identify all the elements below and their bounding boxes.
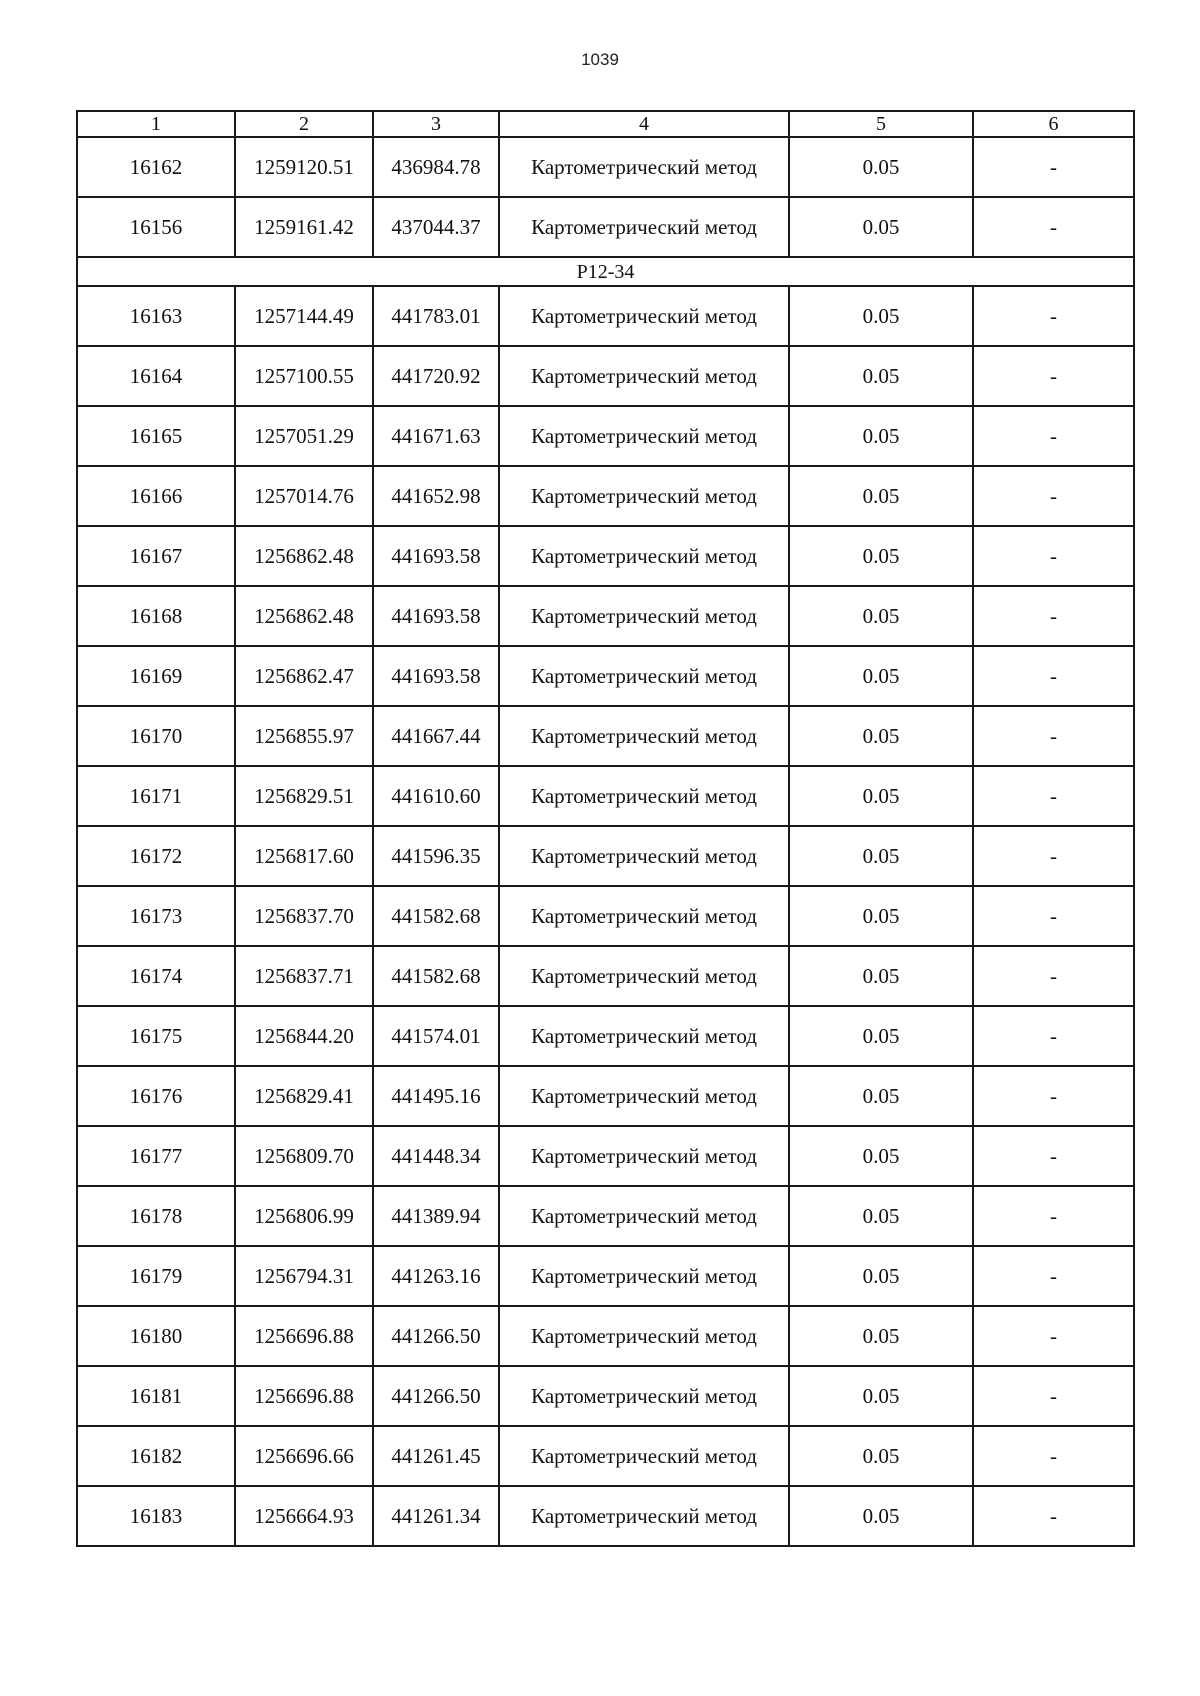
table-cell: 0.05 bbox=[789, 406, 973, 466]
table-cell: Картометрический метод bbox=[499, 1486, 789, 1546]
table-cell: 16168 bbox=[77, 586, 235, 646]
table-cell: Картометрический метод bbox=[499, 886, 789, 946]
table-row bbox=[77, 1486, 1134, 1546]
table-row bbox=[77, 406, 1134, 466]
table-cell: - bbox=[973, 766, 1134, 826]
table-cell: - bbox=[973, 646, 1134, 706]
table-cell: - bbox=[973, 706, 1134, 766]
table-body bbox=[77, 137, 1134, 1546]
table-cell: 0.05 bbox=[789, 766, 973, 826]
table-cell: 16164 bbox=[77, 346, 235, 406]
table-cell: Картометрический метод bbox=[499, 1426, 789, 1486]
table-cell: Картометрический метод bbox=[499, 826, 789, 886]
table-cell: 1256837.71 bbox=[235, 946, 373, 1006]
table-cell: Картометрический метод bbox=[499, 137, 789, 197]
table-cell: Картометрический метод bbox=[499, 946, 789, 1006]
table-cell: - bbox=[973, 1306, 1134, 1366]
table-cell: - bbox=[973, 406, 1134, 466]
table-row bbox=[77, 197, 1134, 257]
table-cell: 1259120.51 bbox=[235, 137, 373, 197]
table-cell: Картометрический метод bbox=[499, 1066, 789, 1126]
table-cell: 441596.35 bbox=[373, 826, 499, 886]
table-row bbox=[77, 1186, 1134, 1246]
table-row bbox=[77, 346, 1134, 406]
table-cell: Картометрический метод bbox=[499, 1366, 789, 1426]
table-cell: 1256696.88 bbox=[235, 1306, 373, 1366]
coordinates-table bbox=[76, 110, 1135, 1547]
table-cell: 16181 bbox=[77, 1366, 235, 1426]
header-cell: 1 bbox=[77, 111, 235, 137]
header-cell: 4 bbox=[499, 111, 789, 137]
table-cell: 16173 bbox=[77, 886, 235, 946]
table-cell: 1256829.41 bbox=[235, 1066, 373, 1126]
table-cell: 0.05 bbox=[789, 1486, 973, 1546]
table-cell: 0.05 bbox=[789, 826, 973, 886]
table-row bbox=[77, 586, 1134, 646]
table-cell: 1256862.48 bbox=[235, 526, 373, 586]
table-cell: 441693.58 bbox=[373, 526, 499, 586]
table-row bbox=[77, 1126, 1134, 1186]
table-cell: 437044.37 bbox=[373, 197, 499, 257]
table-cell: - bbox=[973, 1246, 1134, 1306]
table-cell: 1257051.29 bbox=[235, 406, 373, 466]
table-cell: 0.05 bbox=[789, 886, 973, 946]
table-cell: Картометрический метод bbox=[499, 1246, 789, 1306]
table-cell: 441720.92 bbox=[373, 346, 499, 406]
table-cell: 441261.34 bbox=[373, 1486, 499, 1546]
table-row bbox=[77, 766, 1134, 826]
header-row bbox=[77, 111, 1134, 137]
table-cell: - bbox=[973, 1126, 1134, 1186]
table-cell: 1256844.20 bbox=[235, 1006, 373, 1066]
table-row bbox=[77, 1066, 1134, 1126]
table-cell: 0.05 bbox=[789, 466, 973, 526]
table-cell: 0.05 bbox=[789, 1366, 973, 1426]
table-cell: 1256829.51 bbox=[235, 766, 373, 826]
table-cell: Картометрический метод bbox=[499, 346, 789, 406]
table-cell: Картометрический метод bbox=[499, 526, 789, 586]
table-row bbox=[77, 946, 1134, 1006]
table-cell: 16165 bbox=[77, 406, 235, 466]
table-row bbox=[77, 1006, 1134, 1066]
table-cell: 0.05 bbox=[789, 586, 973, 646]
table-cell: 16177 bbox=[77, 1126, 235, 1186]
table-cell: 16183 bbox=[77, 1486, 235, 1546]
table-cell: 16166 bbox=[77, 466, 235, 526]
table-cell: 1256794.31 bbox=[235, 1246, 373, 1306]
table-cell: 441693.58 bbox=[373, 646, 499, 706]
table-cell: 0.05 bbox=[789, 1246, 973, 1306]
table-cell: 16174 bbox=[77, 946, 235, 1006]
table-cell: 1256696.88 bbox=[235, 1366, 373, 1426]
table-cell: 16170 bbox=[77, 706, 235, 766]
table-cell: - bbox=[973, 826, 1134, 886]
header-cell: 3 bbox=[373, 111, 499, 137]
table-cell: 1259161.42 bbox=[235, 197, 373, 257]
table-cell: 1256817.60 bbox=[235, 826, 373, 886]
table-cell: 441693.58 bbox=[373, 586, 499, 646]
table-cell: Картометрический метод bbox=[499, 1186, 789, 1246]
table-cell: 0.05 bbox=[789, 946, 973, 1006]
table-cell: 441261.45 bbox=[373, 1426, 499, 1486]
table-cell: - bbox=[973, 346, 1134, 406]
table-row bbox=[77, 1306, 1134, 1366]
table-cell: 16176 bbox=[77, 1066, 235, 1126]
table-cell: 16179 bbox=[77, 1246, 235, 1306]
header-cell: 6 bbox=[973, 111, 1134, 137]
table-cell: 436984.78 bbox=[373, 137, 499, 197]
table-cell: 16172 bbox=[77, 826, 235, 886]
table-cell: Картометрический метод bbox=[499, 1306, 789, 1366]
table-cell: 1256862.48 bbox=[235, 586, 373, 646]
table-cell: 441263.16 bbox=[373, 1246, 499, 1306]
table-cell: - bbox=[973, 197, 1134, 257]
table-cell: 441266.50 bbox=[373, 1306, 499, 1366]
section-header-row bbox=[77, 257, 1134, 286]
table-cell: 1257144.49 bbox=[235, 286, 373, 346]
table-row bbox=[77, 526, 1134, 586]
table-cell: 16180 bbox=[77, 1306, 235, 1366]
table-cell: 1256664.93 bbox=[235, 1486, 373, 1546]
table-cell: 1256806.99 bbox=[235, 1186, 373, 1246]
table-cell: 0.05 bbox=[789, 526, 973, 586]
table-cell: 0.05 bbox=[789, 1006, 973, 1066]
table-cell: 1256862.47 bbox=[235, 646, 373, 706]
table-cell: 1256696.66 bbox=[235, 1426, 373, 1486]
table-cell: Картометрический метод bbox=[499, 1126, 789, 1186]
table-cell: 0.05 bbox=[789, 646, 973, 706]
table-cell: - bbox=[973, 466, 1134, 526]
table-cell: 16169 bbox=[77, 646, 235, 706]
table-cell: - bbox=[973, 1066, 1134, 1126]
table-cell: 0.05 bbox=[789, 346, 973, 406]
table-row bbox=[77, 1366, 1134, 1426]
table-cell: - bbox=[973, 1186, 1134, 1246]
table-cell: 1256809.70 bbox=[235, 1126, 373, 1186]
table-cell: 0.05 bbox=[789, 1426, 973, 1486]
table-cell: 441574.01 bbox=[373, 1006, 499, 1066]
table-cell: - bbox=[973, 526, 1134, 586]
table-cell: 16156 bbox=[77, 197, 235, 257]
table-cell: 0.05 bbox=[789, 197, 973, 257]
table-row bbox=[77, 826, 1134, 886]
table-cell: - bbox=[973, 886, 1134, 946]
table-row bbox=[77, 137, 1134, 197]
table-cell: 16163 bbox=[77, 286, 235, 346]
header-cell: 5 bbox=[789, 111, 973, 137]
table-cell: 1256837.70 bbox=[235, 886, 373, 946]
table-cell: 441582.68 bbox=[373, 946, 499, 1006]
table-row bbox=[77, 286, 1134, 346]
table-cell: 16171 bbox=[77, 766, 235, 826]
table-cell: 441582.68 bbox=[373, 886, 499, 946]
table-cell: 0.05 bbox=[789, 286, 973, 346]
table-cell: - bbox=[973, 1006, 1134, 1066]
table-cell: 16175 bbox=[77, 1006, 235, 1066]
table-cell: Картометрический метод bbox=[499, 766, 789, 826]
table-cell: 16182 bbox=[77, 1426, 235, 1486]
table-cell: - bbox=[973, 1486, 1134, 1546]
table-cell: - bbox=[973, 286, 1134, 346]
table-cell: Картометрический метод bbox=[499, 646, 789, 706]
table-cell: Картометрический метод bbox=[499, 406, 789, 466]
section-title: P12-34 bbox=[77, 257, 1134, 286]
table-cell: - bbox=[973, 1366, 1134, 1426]
table-cell: 441652.98 bbox=[373, 466, 499, 526]
table-cell: 1257014.76 bbox=[235, 466, 373, 526]
table-cell: Картометрический метод bbox=[499, 286, 789, 346]
table-header bbox=[77, 111, 1134, 137]
table-cell: 16178 bbox=[77, 1186, 235, 1246]
table-cell: Картометрический метод bbox=[499, 706, 789, 766]
table-cell: 441610.60 bbox=[373, 766, 499, 826]
table-cell: 1256855.97 bbox=[235, 706, 373, 766]
table-cell: 441266.50 bbox=[373, 1366, 499, 1426]
table-cell: - bbox=[973, 946, 1134, 1006]
table-row bbox=[77, 646, 1134, 706]
table-row bbox=[77, 706, 1134, 766]
table-cell: Картометрический метод bbox=[499, 586, 789, 646]
table-cell: 0.05 bbox=[789, 706, 973, 766]
table-cell: - bbox=[973, 586, 1134, 646]
table-cell: 0.05 bbox=[789, 1126, 973, 1186]
table-cell: Картометрический метод bbox=[499, 466, 789, 526]
table-cell: 441448.34 bbox=[373, 1126, 499, 1186]
table-row bbox=[77, 466, 1134, 526]
table-row bbox=[77, 886, 1134, 946]
table-cell: 0.05 bbox=[789, 137, 973, 197]
table-cell: 441783.01 bbox=[373, 286, 499, 346]
table-cell: 441671.63 bbox=[373, 406, 499, 466]
table-row bbox=[77, 1246, 1134, 1306]
page-number: 1039 bbox=[581, 50, 619, 69]
table-row bbox=[77, 1426, 1134, 1486]
table-cell: 16162 bbox=[77, 137, 235, 197]
table-cell: Картометрический метод bbox=[499, 197, 789, 257]
table-cell: 16167 bbox=[77, 526, 235, 586]
table-cell: 0.05 bbox=[789, 1066, 973, 1126]
table-cell: 441495.16 bbox=[373, 1066, 499, 1126]
table-cell: 0.05 bbox=[789, 1186, 973, 1246]
table-cell: 441389.94 bbox=[373, 1186, 499, 1246]
table-cell: 0.05 bbox=[789, 1306, 973, 1366]
header-cell: 2 bbox=[235, 111, 373, 137]
table-cell: 1257100.55 bbox=[235, 346, 373, 406]
table-cell: 441667.44 bbox=[373, 706, 499, 766]
table-cell: - bbox=[973, 1426, 1134, 1486]
table-cell: Картометрический метод bbox=[499, 1006, 789, 1066]
table-cell: - bbox=[973, 137, 1134, 197]
